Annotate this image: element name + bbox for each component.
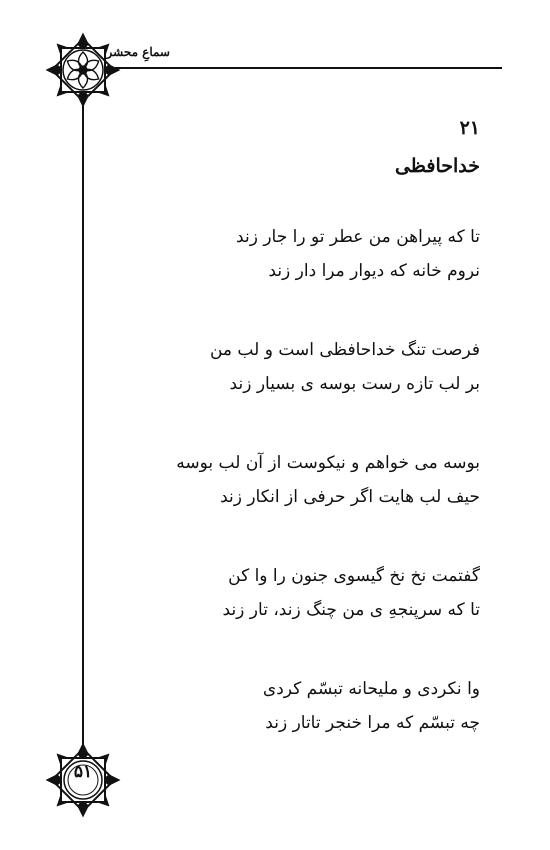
poem-body [100, 112, 480, 785]
verse-line: تا که پیراهن من عطر تو را جار زند [236, 227, 480, 247]
verse-line: نروم خانه که دیوار مرا دار زند [268, 261, 480, 281]
verse-line: گفتمت نخ نخ گیسوی جنون را وا کن [228, 566, 480, 586]
verse-line: تا که سرپنجهِ ی من چنگ زند، تار زند [222, 600, 480, 620]
stanza [100, 559, 480, 627]
verse-line: بوسه می خواهم و نیکوست از آن لب بوسه [176, 453, 480, 473]
stanza [100, 333, 480, 401]
stanza-list [100, 220, 480, 740]
stanza [100, 446, 480, 514]
verse-line: چه تبسّم که مرا خنجر تاتار زند [265, 713, 480, 733]
poem-number: ۲۱ [459, 117, 480, 139]
header-rule [84, 67, 502, 69]
verse-line: فرصت تنگ خداحافظی است و لب من [209, 340, 480, 360]
stanza [100, 220, 480, 288]
running-header-title: سماعِ محشر [106, 45, 170, 59]
verse-line: وا نکردی و ملیحانه تبسّم کردی [262, 679, 480, 699]
verse-line: بر لب تازه رست بوسه ی بسیار زند [229, 374, 480, 394]
stanza [100, 672, 480, 740]
margin-rule [82, 80, 84, 760]
page-number: ۵۱ [73, 762, 93, 782]
verse-line: حیف لب هایت اگر حرفی از انکار زند [220, 487, 480, 507]
rosette-ornament-icon [45, 32, 121, 108]
poem-title: خداحافظی [394, 155, 480, 177]
